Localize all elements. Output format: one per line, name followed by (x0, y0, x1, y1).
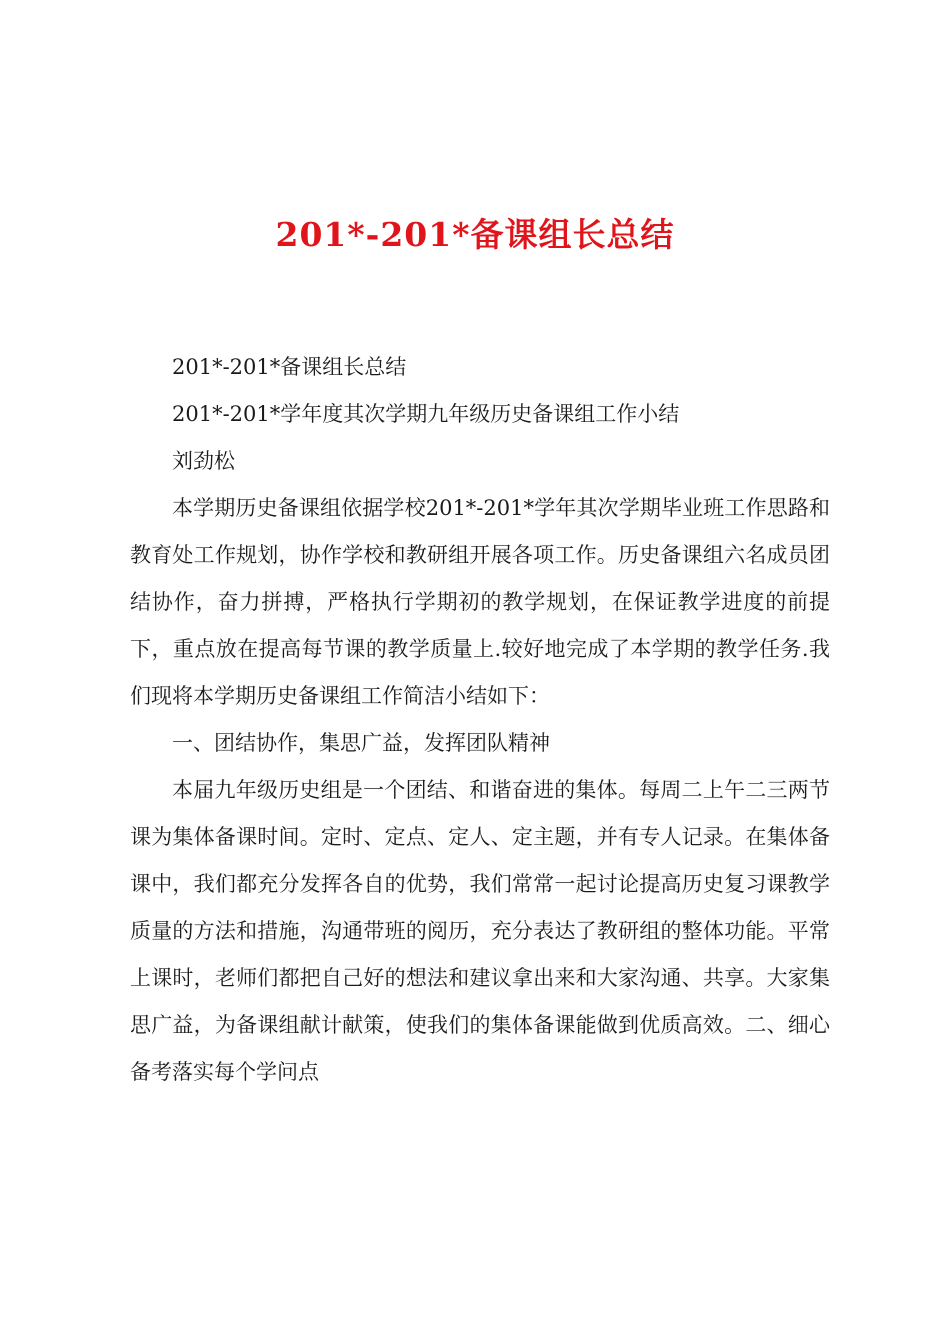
body-paragraph: 本届九年级历史组是一个团结、和谐奋进的集体。每周二上午二三两节课为集体备课时间。定时、定点、定人、定主题，并有专人记录。在集体备课中，我们都充分发挥各自的优势，我们常常一起讨论提高历史复习课教学质量的方法和措施，沟通带班的阅历，充分表达了教研组的整体功能。平常上课时，老师们都把自己好的想法和建议拿出来和大家沟通、共享。大家集思广益，为备课组献计献策，使我们的集体备课能做到优质高效。二、细心备考落实每个学问点 (130, 778, 830, 1084)
intro-paragraph: 本学期历史备课组依据学校201*-201*学年其次学期毕业班工作思路和教育处工作规划，协作学校和教研组开展各项工作。历史备课组六名成员团结协作，奋力拼搏，严格执行学期初的教学规划，在保证教学进度的前提下，重点放在提高每节课的教学质量上.较好地完成了本学期的教学任务.我们现将本学期历史备课组工作简洁小结如下： (130, 496, 830, 708)
section-heading: 一、团结协作，集思广益，发挥团队精神 (172, 731, 550, 755)
document-title: 201*-201*备课组长总结 (275, 215, 675, 254)
subtitle-line: 201*-201*备课组长总结 (172, 355, 407, 379)
report-heading: 201*-201*学年度其次学期九年级历史备课组工作小结 (172, 402, 680, 426)
document-body (130, 344, 830, 1096)
author-name: 刘劲松 (172, 449, 235, 473)
